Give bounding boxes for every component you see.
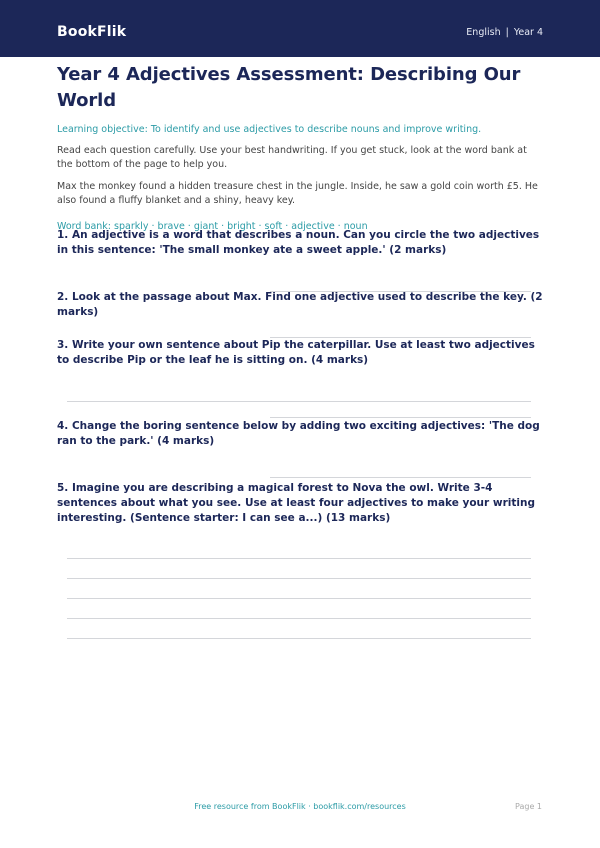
answer-line-q5-4[interactable] — [67, 618, 531, 619]
meta-separator: | — [505, 27, 509, 38]
answer-line-q5a[interactable] — [270, 477, 531, 478]
question-2: 2. Look at the passage about Max. Find one adjective used to describe the key. (2 marks) — [57, 291, 543, 318]
intro-section — [57, 62, 543, 233]
page-title: Year 4 Adjectives Assessment: Describing Our World — [57, 64, 521, 111]
answer-line-q3[interactable] — [67, 401, 531, 402]
word-bank: Word bank: sparkly · brave · giant · bright · soft · adjective · noun — [57, 221, 368, 232]
subject-label: English — [466, 27, 501, 38]
answer-line-q5-3[interactable] — [67, 598, 531, 599]
question-4: 4. Change the boring sentence below by adding two exciting adjectives: 'The dog ran to the park.' (4 marks) — [57, 420, 540, 447]
passage-text: Max the monkey found a hidden treasure chest in the jungle. Inside, he saw a gold coin worth £5. He also found a fluffy blanket and a shiny, heavy key. — [57, 181, 538, 206]
instructions-text: Read each question carefully. Use your best handwriting. If you get stuck, look at the word bank at the bottom of the page to help you. — [57, 145, 527, 170]
learning-objective: Learning objective: To identify and use adjectives to describe nouns and improve writing. — [57, 124, 482, 135]
page-number: Page 1 — [515, 802, 542, 811]
question-3: 3. Write your own sentence about Pip the caterpillar. Use at least two adjectives to describe Pip or the leaf he is sitting on. (4 marks) — [57, 339, 535, 366]
brand-logo-text: BookFlik — [57, 24, 127, 40]
header-meta — [466, 27, 543, 39]
answer-line-q5-2[interactable] — [67, 578, 531, 579]
answer-line-q5-5[interactable] — [67, 638, 531, 639]
year-label: Year 4 — [513, 27, 543, 38]
question-1: 1. An adjective is a word that describes a noun. Can you circle the two adjectives in this sentence: 'The small monkey ate a sweet apple.' (2 marks) — [57, 229, 540, 256]
header-bar — [0, 0, 600, 57]
footer-credit: Free resource from BookFlik · bookflik.com/resources — [194, 802, 406, 811]
answer-line-q5-1[interactable] — [67, 558, 531, 559]
question-5: 5. Imagine you are describing a magical forest to Nova the owl. Write 3-4 sentences about what you see. Use at least four adjectives to make your writing interesting. (Sentence starter: I can see a...) (13 marks) — [57, 482, 535, 524]
answer-line-q4a[interactable] — [270, 417, 531, 418]
